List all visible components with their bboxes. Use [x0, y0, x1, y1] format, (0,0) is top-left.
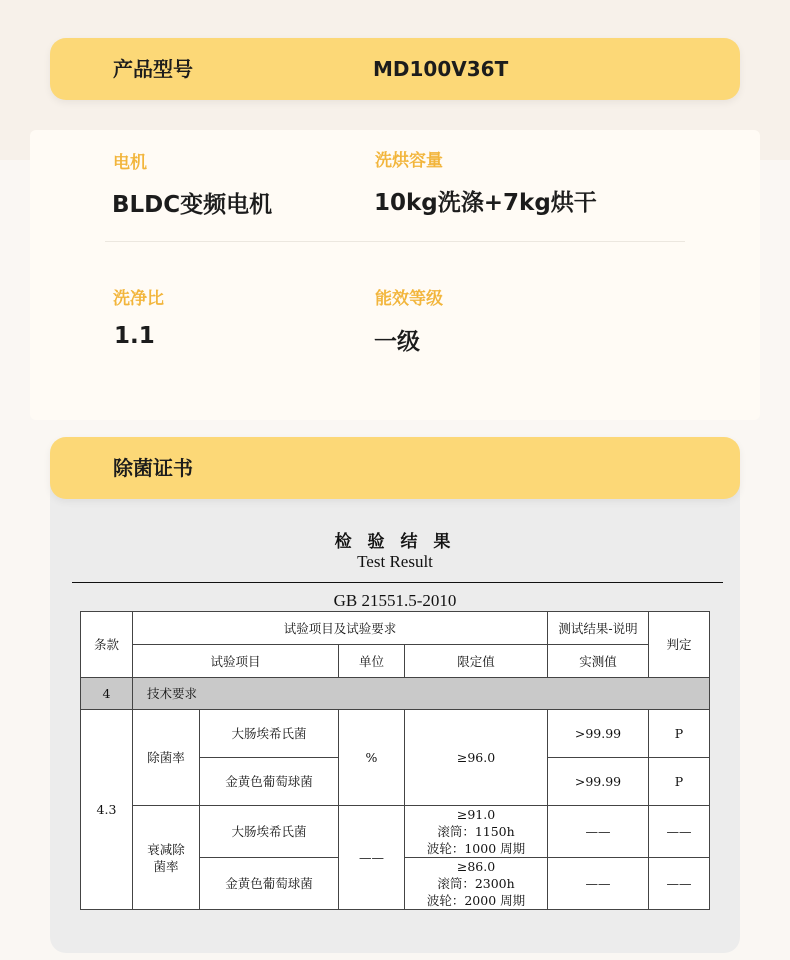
- motor-label: 电机: [113, 153, 147, 173]
- unit-cell: %: [339, 710, 405, 806]
- certificate-title-cn: 检 验 结 果: [334, 532, 456, 552]
- table-row: [81, 806, 710, 858]
- wash-ratio-value: 1.1: [114, 323, 155, 349]
- model-value: MD100V36T: [373, 57, 509, 81]
- energy-grade-label: 能效等级: [375, 289, 443, 309]
- section-row: [81, 678, 710, 710]
- model-label: 产品型号: [113, 57, 193, 81]
- header-item: 试验项目: [133, 645, 339, 678]
- verdict-cell: P: [649, 758, 710, 806]
- certificate-heading: 除菌证书: [113, 456, 193, 480]
- limit-line: ≥86.0: [456, 859, 496, 874]
- spec-divider: [105, 241, 685, 242]
- verdict-cell: ——: [649, 858, 710, 910]
- table-header-row: [81, 612, 710, 645]
- wash-ratio-label: 洗净比: [113, 289, 164, 309]
- limit-cell: [405, 806, 548, 858]
- measured-cell: >99.99: [548, 710, 649, 758]
- motor-value: BLDC变频电机: [112, 192, 273, 218]
- organism-cell: 大肠埃希氏菌: [200, 710, 339, 758]
- limit-line: 滚筒：1150h: [437, 824, 515, 839]
- certificate-bar: [50, 437, 740, 499]
- test-result-table: [80, 611, 710, 910]
- spec-card: [30, 130, 760, 420]
- group-name: [133, 806, 200, 910]
- limit-line: 滚筒：2300h: [437, 876, 515, 891]
- limit-cell: [405, 858, 548, 910]
- organism-cell: 金黄色葡萄球菌: [200, 758, 339, 806]
- measured-cell: ——: [548, 806, 649, 858]
- limit-line: ≥91.0: [456, 807, 496, 822]
- limit-line: 波轮：2000 周期: [426, 893, 526, 908]
- organism-cell: 金黄色葡萄球菌: [200, 858, 339, 910]
- header-verdict: 判定: [649, 612, 710, 678]
- limit-line: 波轮：1000 周期: [426, 841, 526, 856]
- table-row: [81, 710, 710, 758]
- title-rule: [72, 582, 723, 583]
- table-header-row: [81, 645, 710, 678]
- organism-cell: 大肠埃希氏菌: [200, 806, 339, 858]
- limit-cell: ≥96.0: [405, 710, 548, 806]
- measured-cell: ——: [548, 858, 649, 910]
- header-items-requirements: 试验项目及试验要求: [133, 612, 548, 645]
- header-clause: 条款: [81, 612, 133, 678]
- header-test-result-note: 测试结果-说明: [548, 612, 649, 645]
- group-name-line: 菌率: [153, 858, 179, 874]
- group-name-line: 衰减除: [147, 841, 185, 857]
- measured-cell: >99.99: [548, 758, 649, 806]
- section-title: 技术要求: [133, 678, 710, 710]
- capacity-label: 洗烘容量: [375, 151, 443, 171]
- header-unit: 单位: [339, 645, 405, 678]
- standard-code: GB 21551.5-2010: [333, 591, 457, 610]
- verdict-cell: P: [649, 710, 710, 758]
- model-bar: [50, 38, 740, 100]
- energy-grade-value: 一级: [374, 329, 420, 355]
- capacity-value: 10kg洗涤+7kg烘干: [374, 190, 597, 216]
- header-limit: 限定值: [405, 645, 548, 678]
- clause-cell: 4.3: [81, 710, 133, 910]
- verdict-cell: ——: [649, 806, 710, 858]
- header-measured: 实测值: [548, 645, 649, 678]
- unit-cell: ——: [339, 806, 405, 910]
- group-name: 除菌率: [133, 710, 200, 806]
- section-clause: 4: [81, 678, 133, 710]
- certificate-title-en: Test Result: [357, 552, 433, 571]
